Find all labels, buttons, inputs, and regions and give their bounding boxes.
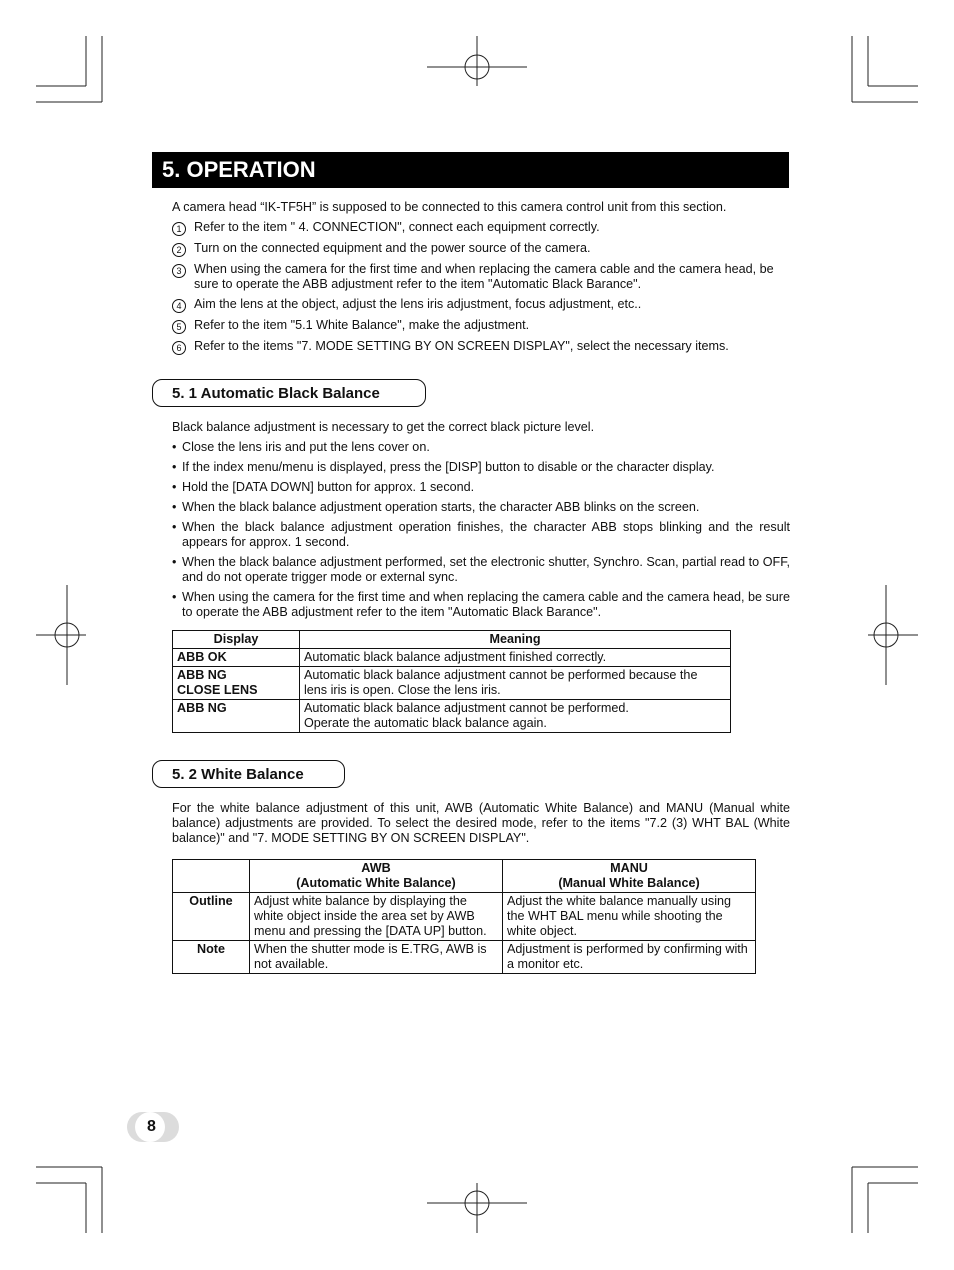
bullet-icon: • bbox=[172, 440, 177, 454]
page-number: 8 bbox=[147, 1118, 156, 1135]
display-value: ABB OK bbox=[177, 650, 227, 664]
table-row bbox=[173, 941, 756, 974]
list-item bbox=[172, 480, 790, 495]
awb-cell: Adjust white balance by displaying the white object inside the area set by AWB menu and pressing the [DATA UP] button. bbox=[250, 893, 503, 941]
meaning-value: lens iris is open. Close the lens iris. bbox=[304, 683, 501, 697]
list-item bbox=[172, 590, 790, 620]
manu-header-line: MANU bbox=[610, 861, 648, 875]
step-number-icon: 1 bbox=[172, 222, 186, 236]
bullet-text: If the index menu/menu is displayed, press the [DISP] button to disable or the character display. bbox=[182, 460, 715, 474]
meaning-value: Automatic black balance adjustment cannot be performed. bbox=[304, 701, 629, 715]
step-number-icon: 3 bbox=[172, 264, 186, 278]
meaning-cell bbox=[300, 667, 731, 700]
step-number-icon: 6 bbox=[172, 341, 186, 355]
step-text: Refer to the item " 4. CONNECTION", connect each equipment correctly. bbox=[194, 220, 600, 234]
display-cell bbox=[173, 667, 300, 700]
page-number-badge bbox=[127, 1112, 179, 1142]
white-balance-section bbox=[172, 801, 790, 851]
step-text: Refer to the items "7. MODE SETTING BY ON SCREEN DISPLAY", select the necessary items. bbox=[194, 339, 729, 353]
step-text: Refer to the item "5.1 White Balance", make the adjustment. bbox=[194, 318, 530, 332]
column-header-awb bbox=[250, 860, 503, 893]
awb-cell: When the shutter mode is E.TRG, AWB is not available. bbox=[250, 941, 503, 974]
bullet-icon: • bbox=[172, 480, 177, 494]
awb-header-line: (Automatic White Balance) bbox=[296, 876, 456, 890]
meaning-value: Automatic black balance adjustment finished correctly. bbox=[304, 650, 607, 664]
bullet-icon: • bbox=[172, 520, 177, 534]
display-cell bbox=[173, 649, 300, 667]
list-item bbox=[172, 460, 790, 475]
intro-section bbox=[172, 200, 792, 360]
meaning-value: Operate the automatic black balance again. bbox=[304, 716, 547, 730]
list-item bbox=[172, 262, 792, 292]
meaning-cell bbox=[300, 649, 731, 667]
step-number-icon: 4 bbox=[172, 299, 186, 313]
list-item bbox=[172, 297, 792, 313]
manu-header-line: (Manual White Balance) bbox=[558, 876, 700, 890]
list-item bbox=[172, 220, 792, 236]
white-balance-table bbox=[172, 859, 756, 974]
bullet-icon: • bbox=[172, 460, 177, 474]
intro-lead: A camera head “IK-TF5H” is supposed to be connected to this camera control unit from this section. bbox=[172, 200, 727, 214]
page-title: 5. OPERATION bbox=[152, 152, 789, 188]
list-item bbox=[172, 520, 790, 550]
bullet-text: Close the lens iris and put the lens cover on. bbox=[182, 440, 430, 454]
step-text: Aim the lens at the object, adjust the lens iris adjustment, focus adjustment, etc.. bbox=[194, 297, 642, 311]
column-header-empty bbox=[173, 860, 250, 893]
list-item bbox=[172, 339, 792, 355]
step-text: Turn on the connected equipment and the power source of the camera. bbox=[194, 241, 591, 255]
table-header-row bbox=[173, 631, 731, 649]
list-item bbox=[172, 241, 792, 257]
display-value: ABB NG bbox=[177, 668, 227, 682]
bullet-icon: • bbox=[172, 555, 177, 569]
display-value: CLOSE LENS bbox=[177, 683, 258, 697]
column-header-display: Display bbox=[173, 631, 300, 649]
abb-display-table bbox=[172, 630, 731, 733]
bullet-icon: • bbox=[172, 590, 177, 604]
step-number-icon: 2 bbox=[172, 243, 186, 257]
section-lead: For the white balance adjustment of this unit, AWB (Automatic White Balance) and MANU (Manual white balance) adjustments are provided. To select the desired mode, refer to the items "7.2 (3) WHT BAL (White balance)" and "7. MODE SETTING BY ON SCREEN DISPLAY". bbox=[172, 801, 790, 845]
row-label: Note bbox=[173, 941, 250, 974]
black-balance-section bbox=[172, 420, 790, 625]
list-item bbox=[172, 440, 790, 455]
step-number-icon: 5 bbox=[172, 320, 186, 334]
bullet-text: When using the camera for the first time and when replacing the camera cable and the camera head, be sure to operate the ABB adjustment refer to the item "Automatic Black Barance". bbox=[182, 590, 790, 619]
meaning-cell bbox=[300, 700, 731, 733]
meaning-value: Automatic black balance adjustment cannot be performed because the bbox=[304, 668, 698, 682]
bullet-icon: • bbox=[172, 500, 177, 514]
section-heading-black-balance: 5. 1 Automatic Black Balance bbox=[152, 379, 426, 407]
manu-cell: Adjust the white balance manually using the WHT BAL menu while shooting the white object. bbox=[503, 893, 756, 941]
bullet-text: Hold the [DATA DOWN] button for approx. 1 second. bbox=[182, 480, 475, 494]
list-item bbox=[172, 555, 790, 585]
bullet-text: When the black balance adjustment performed, set the electronic shutter, Synchro. Scan, partial read to OFF, and do not operate trigger mode or external sync. bbox=[182, 555, 790, 584]
bullet-text: When the black balance adjustment operation starts, the character ABB blinks on the screen. bbox=[182, 500, 700, 514]
list-item bbox=[172, 500, 790, 515]
section-heading-white-balance: 5. 2 White Balance bbox=[152, 760, 345, 788]
display-cell bbox=[173, 700, 300, 733]
table-row bbox=[173, 649, 731, 667]
bullet-text: When the black balance adjustment operation finishes, the character ABB stops blinking and the result appears for approx. 1 second. bbox=[182, 520, 790, 549]
table-row bbox=[173, 667, 731, 700]
table-header-row bbox=[173, 860, 756, 893]
table-row bbox=[173, 893, 756, 941]
manu-cell: Adjustment is performed by confirming with a monitor etc. bbox=[503, 941, 756, 974]
list-item bbox=[172, 318, 792, 334]
column-header-manu bbox=[503, 860, 756, 893]
column-header-meaning: Meaning bbox=[300, 631, 731, 649]
row-label: Outline bbox=[173, 893, 250, 941]
display-value: ABB NG bbox=[177, 701, 227, 715]
step-text: When using the camera for the first time and when replacing the camera cable and the camera head, be sure to operate the ABB adjustment refer to the item "Automatic Black Barance". bbox=[194, 262, 774, 291]
section-lead: Black balance adjustment is necessary to get the correct black picture level. bbox=[172, 420, 595, 434]
awb-header-line: AWB bbox=[361, 861, 391, 875]
table-row bbox=[173, 700, 731, 733]
